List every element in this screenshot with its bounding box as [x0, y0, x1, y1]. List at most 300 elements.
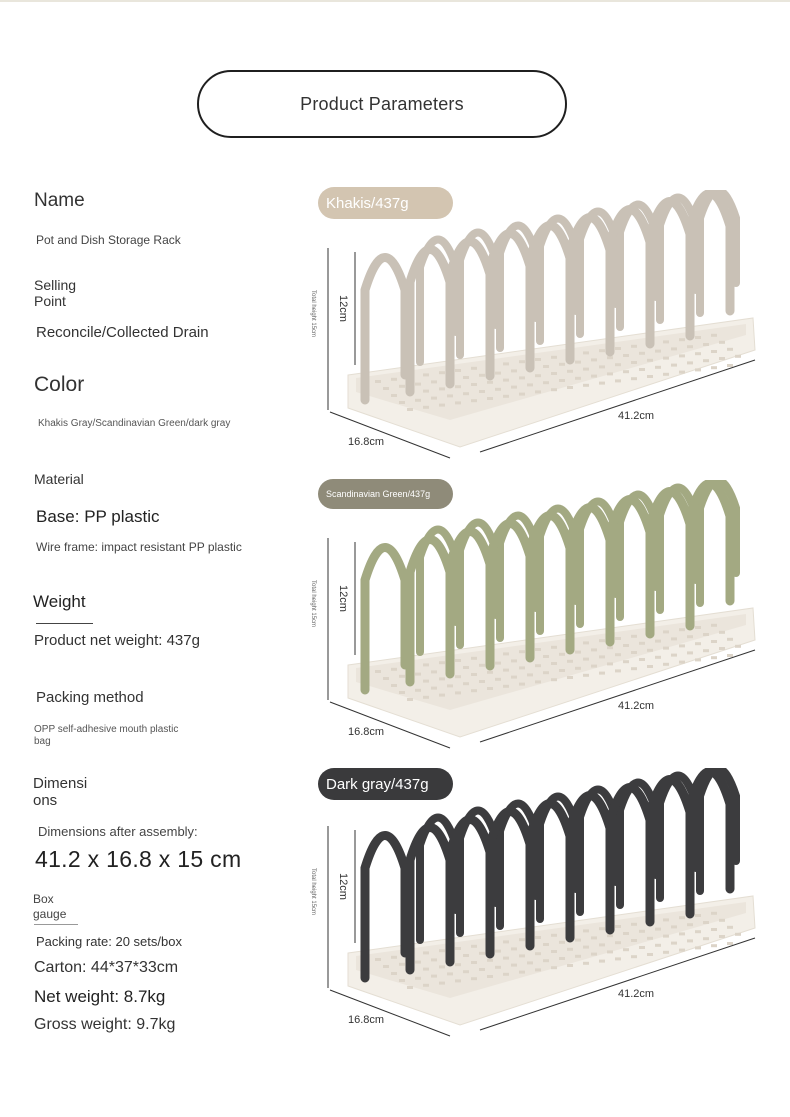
length-label: 41.2cm: [618, 988, 655, 1000]
drain-hole: [599, 943, 605, 946]
drain-hole: [479, 390, 485, 393]
drain-hole: [679, 354, 685, 357]
drain-hole: [679, 932, 685, 935]
drain-hole: [487, 381, 493, 384]
drain-hole: [551, 388, 557, 391]
drain-hole: [503, 379, 509, 382]
drain-hole: [623, 644, 629, 647]
drain-hole: [711, 912, 717, 915]
drain-hole: [519, 360, 525, 363]
variant-pill-green: Scandinavian Green/437g: [318, 479, 453, 509]
drain-hole: [591, 358, 597, 361]
drain-hole: [567, 676, 573, 679]
drain-hole: [583, 658, 589, 661]
height-label: 12cm: [337, 295, 349, 322]
drain-hole: [471, 977, 477, 980]
drain-hole: [695, 368, 701, 371]
drain-hole: [399, 401, 405, 404]
drain-hole: [543, 959, 549, 962]
drain-hole: [639, 642, 645, 645]
drain-hole: [567, 948, 573, 951]
drain-hole: [615, 941, 621, 944]
drain-hole: [487, 975, 493, 978]
drain-hole: [487, 959, 493, 962]
drain-hole: [607, 646, 613, 649]
drain-hole: [663, 647, 669, 650]
drain-hole: [423, 680, 429, 683]
drain-hole: [703, 359, 709, 362]
drain-hole: [383, 387, 389, 390]
drain-hole: [639, 658, 645, 661]
drain-hole: [383, 965, 389, 968]
drain-hole: [423, 951, 429, 954]
drain-hole: [623, 660, 629, 663]
drain-hole: [695, 946, 701, 949]
drain-hole: [415, 961, 421, 964]
drain-hole: [679, 338, 685, 341]
drain-hole: [535, 358, 541, 361]
drain-hole: [631, 923, 637, 926]
drain-hole: [631, 939, 637, 942]
page-title: Product Parameters: [197, 70, 567, 138]
drain-hole: [551, 678, 557, 681]
drain-hole: [559, 941, 565, 944]
drain-hole: [551, 934, 557, 937]
name-label: Name: [34, 190, 85, 211]
drain-hole: [455, 691, 461, 694]
color-label: Color: [34, 373, 85, 396]
material-wire: Wire frame: impact resistant PP plastic: [36, 540, 242, 554]
width-label: 16.8cm: [348, 726, 385, 738]
drain-hole: [431, 397, 437, 400]
drain-hole: [639, 368, 645, 371]
drain-hole: [471, 673, 477, 676]
drain-hole: [695, 658, 701, 661]
drain-hole: [631, 377, 637, 380]
selling-point-value: Reconcile/Collected Drain: [36, 324, 209, 341]
dimensions-value: 41.2 x 16.8 x 15 cm: [35, 846, 242, 872]
drain-hole: [615, 347, 621, 350]
drain-hole: [647, 937, 653, 940]
drain-hole: [519, 666, 525, 669]
drain-hole: [599, 349, 605, 352]
drain-hole: [415, 399, 421, 402]
drain-hole: [399, 691, 405, 694]
drain-hole: [583, 946, 589, 949]
drain-hole: [615, 379, 621, 382]
drain-hole: [599, 382, 605, 385]
drain-hole: [647, 665, 653, 668]
total-height-label: Total height 15cm: [310, 290, 316, 338]
drain-hole: [607, 372, 613, 375]
drain-hole: [583, 384, 589, 387]
drain-hole: [703, 921, 709, 924]
drain-hole: [439, 404, 445, 407]
drain-hole: [703, 649, 709, 652]
drain-hole: [639, 930, 645, 933]
drain-hole: [583, 674, 589, 677]
drain-hole: [647, 953, 653, 956]
drain-hole: [519, 376, 525, 379]
drain-hole: [503, 395, 509, 398]
drain-hole: [391, 394, 397, 397]
drain-hole: [399, 963, 405, 966]
rack-illustration-dark: [300, 768, 770, 1055]
drain-hole: [623, 370, 629, 373]
drain-hole: [511, 386, 517, 389]
drain-hole: [647, 649, 653, 652]
net-weight: Net weight: 8.7kg: [34, 987, 166, 1006]
drain-hole: [551, 646, 557, 649]
drain-hole: [383, 677, 389, 680]
drain-hole: [735, 355, 741, 358]
drain-hole: [511, 369, 517, 372]
drain-hole: [655, 366, 661, 369]
drain-hole: [455, 401, 461, 404]
drain-hole: [583, 351, 589, 354]
drain-hole: [463, 376, 469, 379]
total-height-label: Total height 15cm: [310, 868, 316, 916]
drain-hole: [463, 666, 469, 669]
drain-hole: [415, 673, 421, 676]
drain-hole: [687, 651, 693, 654]
drain-hole: [431, 975, 437, 978]
drain-hole: [631, 361, 637, 364]
dimensions-label: Dimensi ons: [33, 775, 88, 809]
drain-hole: [663, 935, 669, 938]
drain-hole: [391, 956, 397, 959]
material-base: Base: PP plastic: [36, 507, 160, 526]
drain-hole: [375, 670, 381, 673]
drain-hole: [719, 357, 725, 360]
drain-hole: [679, 628, 685, 631]
drain-hole: [575, 955, 581, 958]
drain-hole: [423, 968, 429, 971]
drain-hole: [447, 684, 453, 687]
drain-hole: [631, 345, 637, 348]
drain-hole: [655, 928, 661, 931]
drain-hole: [711, 366, 717, 369]
drain-hole: [727, 654, 733, 657]
drain-hole: [615, 925, 621, 928]
drain-hole: [423, 390, 429, 393]
drain-hole: [559, 379, 565, 382]
drain-hole: [455, 675, 461, 678]
drain-hole: [575, 667, 581, 670]
drain-hole: [719, 919, 725, 922]
width-label: 16.8cm: [348, 1014, 385, 1026]
drain-hole: [671, 942, 677, 945]
drain-hole: [687, 635, 693, 638]
drain-hole: [471, 383, 477, 386]
rack-svg: [300, 768, 770, 1050]
drain-hole: [407, 986, 413, 989]
drain-hole: [503, 957, 509, 960]
drain-hole: [455, 963, 461, 966]
material-label: Material: [34, 471, 84, 487]
drain-hole: [583, 368, 589, 371]
drain-hole: [519, 971, 525, 974]
drain-hole: [423, 696, 429, 699]
drain-hole: [503, 669, 509, 672]
drain-hole: [711, 640, 717, 643]
variant-pill-dark: Dark gray/437g: [318, 768, 453, 800]
drain-hole: [711, 350, 717, 353]
drain-hole: [503, 940, 509, 943]
drain-hole: [575, 361, 581, 364]
drain-hole: [479, 664, 485, 667]
drain-hole: [551, 950, 557, 953]
total-height-label: Total height 15cm: [310, 580, 316, 628]
drain-hole: [671, 654, 677, 657]
length-label: 41.2cm: [618, 700, 655, 712]
drain-hole: [471, 399, 477, 402]
drain-hole: [495, 950, 501, 953]
drain-hole: [399, 675, 405, 678]
drain-hole: [455, 659, 461, 662]
drain-hole: [511, 659, 517, 662]
drain-hole: [639, 352, 645, 355]
drain-hole: [655, 944, 661, 947]
drain-hole: [591, 375, 597, 378]
variant-pill-khaki: Khakis/437g: [318, 187, 453, 219]
drain-hole: [719, 341, 725, 344]
drain-hole: [591, 936, 597, 939]
drain-hole: [535, 648, 541, 651]
drain-hole: [703, 937, 709, 940]
drain-hole: [655, 656, 661, 659]
drain-hole: [623, 948, 629, 951]
gross-weight: Gross weight: 9.7kg: [34, 1016, 176, 1033]
drain-hole: [519, 683, 525, 686]
drain-hole: [471, 689, 477, 692]
drain-hole: [695, 914, 701, 917]
drain-hole: [495, 372, 501, 375]
drain-hole: [439, 982, 445, 985]
drain-hole: [439, 677, 445, 680]
drain-hole: [591, 953, 597, 956]
drain-hole: [543, 671, 549, 674]
drain-hole: [615, 957, 621, 960]
drain-hole: [535, 680, 541, 683]
drain-hole: [519, 938, 525, 941]
drain-hole: [431, 380, 437, 383]
drain-hole: [479, 968, 485, 971]
drain-hole: [431, 670, 437, 673]
drain-hole: [655, 640, 661, 643]
drain-hole: [663, 340, 669, 343]
drain-hole: [663, 357, 669, 360]
drain-hole: [599, 639, 605, 642]
drain-hole: [423, 406, 429, 409]
drain-hole: [655, 350, 661, 353]
height-label: 12cm: [337, 585, 349, 612]
drain-hole: [495, 678, 501, 681]
drain-hole: [711, 944, 717, 947]
drain-hole: [543, 655, 549, 658]
drain-hole: [663, 630, 669, 633]
drain-hole: [551, 356, 557, 359]
drain-hole: [551, 662, 557, 665]
drain-hole: [679, 916, 685, 919]
height-label: 12cm: [337, 873, 349, 900]
drain-hole: [711, 656, 717, 659]
drain-hole: [567, 660, 573, 663]
selling-point-label: Selling Point: [34, 277, 77, 309]
drain-hole: [623, 932, 629, 935]
drain-hole: [615, 637, 621, 640]
rack-svg: [300, 480, 770, 755]
drain-hole: [631, 635, 637, 638]
drain-hole: [447, 972, 453, 975]
drain-hole: [599, 672, 605, 675]
drain-hole: [599, 960, 605, 963]
drain-hole: [391, 972, 397, 975]
drain-hole: [471, 657, 477, 660]
drain-hole: [463, 954, 469, 957]
drain-hole: [615, 363, 621, 366]
box-gauge-underline: [34, 924, 78, 925]
drain-hole: [663, 951, 669, 954]
drain-hole: [543, 365, 549, 368]
drain-hole: [679, 644, 685, 647]
drain-hole: [527, 383, 533, 386]
drain-hole: [679, 371, 685, 374]
drain-hole: [439, 694, 445, 697]
drain-hole: [695, 930, 701, 933]
packing-label: Packing method: [36, 689, 144, 706]
drain-hole: [535, 390, 541, 393]
drain-hole: [559, 653, 565, 656]
drain-hole: [551, 966, 557, 969]
drain-hole: [391, 668, 397, 671]
drain-hole: [567, 386, 573, 389]
drain-hole: [679, 661, 685, 664]
drain-hole: [591, 665, 597, 668]
drain-hole: [455, 385, 461, 388]
drain-hole: [719, 631, 725, 634]
drain-hole: [479, 952, 485, 955]
width-label: 16.8cm: [348, 436, 385, 448]
drain-hole: [471, 961, 477, 964]
drain-hole: [527, 961, 533, 964]
drain-hole: [703, 343, 709, 346]
drain-hole: [463, 970, 469, 973]
drain-hole: [663, 918, 669, 921]
drain-hole: [567, 370, 573, 373]
drain-hole: [583, 929, 589, 932]
name-value: Pot and Dish Storage Rack: [36, 233, 181, 247]
drain-hole: [575, 939, 581, 942]
drain-hole: [695, 352, 701, 355]
drain-hole: [591, 648, 597, 651]
drain-hole: [559, 957, 565, 960]
drain-hole: [375, 380, 381, 383]
drain-hole: [455, 369, 461, 372]
drain-hole: [535, 374, 541, 377]
color-value: Khakis Gray/Scandinavian Green/dark gray: [38, 418, 231, 429]
drain-hole: [727, 926, 733, 929]
drain-hole: [439, 965, 445, 968]
drain-hole: [423, 373, 429, 376]
drain-hole: [671, 347, 677, 350]
drain-hole: [455, 979, 461, 982]
drain-hole: [519, 954, 525, 957]
drain-hole: [567, 964, 573, 967]
drain-hole: [599, 365, 605, 368]
drain-hole: [415, 977, 421, 980]
weight-value: Product net weight: 437g: [34, 632, 200, 649]
drain-hole: [463, 682, 469, 685]
drain-hole: [679, 949, 685, 952]
drain-hole: [503, 685, 509, 688]
drain-hole: [535, 952, 541, 955]
drain-hole: [375, 958, 381, 961]
drain-hole: [439, 387, 445, 390]
drain-hole: [439, 371, 445, 374]
drain-hole: [703, 633, 709, 636]
drain-hole: [391, 684, 397, 687]
top-rule: [0, 0, 790, 2]
drain-hole: [727, 638, 733, 641]
rack-illustration-khaki: [300, 190, 770, 470]
drain-hole: [447, 394, 453, 397]
drain-hole: [399, 385, 405, 388]
drain-hole: [583, 641, 589, 644]
drain-hole: [631, 667, 637, 670]
drain-hole: [487, 671, 493, 674]
drain-hole: [495, 966, 501, 969]
drain-hole: [535, 664, 541, 667]
drain-hole: [735, 933, 741, 936]
drain-hole: [479, 374, 485, 377]
drain-hole: [607, 950, 613, 953]
drain-hole: [695, 336, 701, 339]
rack-svg: [300, 190, 770, 465]
drain-hole: [615, 669, 621, 672]
drain-hole: [495, 388, 501, 391]
drain-hole: [415, 689, 421, 692]
drain-hole: [503, 652, 509, 655]
drain-hole: [687, 923, 693, 926]
packing-rate: Packing rate: 20 sets/box: [36, 934, 182, 949]
drain-hole: [631, 955, 637, 958]
drain-hole: [687, 939, 693, 942]
drain-hole: [583, 962, 589, 965]
drain-hole: [727, 348, 733, 351]
drain-hole: [439, 949, 445, 952]
drain-hole: [615, 653, 621, 656]
drain-hole: [727, 364, 733, 367]
box-gauge-label: Box gauge: [33, 892, 67, 921]
drain-hole: [575, 377, 581, 380]
drain-hole: [527, 673, 533, 676]
drain-hole: [471, 367, 477, 370]
drain-hole: [647, 359, 653, 362]
drain-hole: [599, 927, 605, 930]
drain-hole: [727, 942, 733, 945]
drain-hole: [711, 624, 717, 627]
drain-hole: [559, 363, 565, 366]
drain-hole: [671, 637, 677, 640]
drain-hole: [607, 934, 613, 937]
drain-hole: [407, 408, 413, 411]
drain-hole: [479, 680, 485, 683]
drain-hole: [695, 626, 701, 629]
drain-hole: [391, 378, 397, 381]
drain-hole: [711, 334, 717, 337]
drain-hole: [495, 662, 501, 665]
